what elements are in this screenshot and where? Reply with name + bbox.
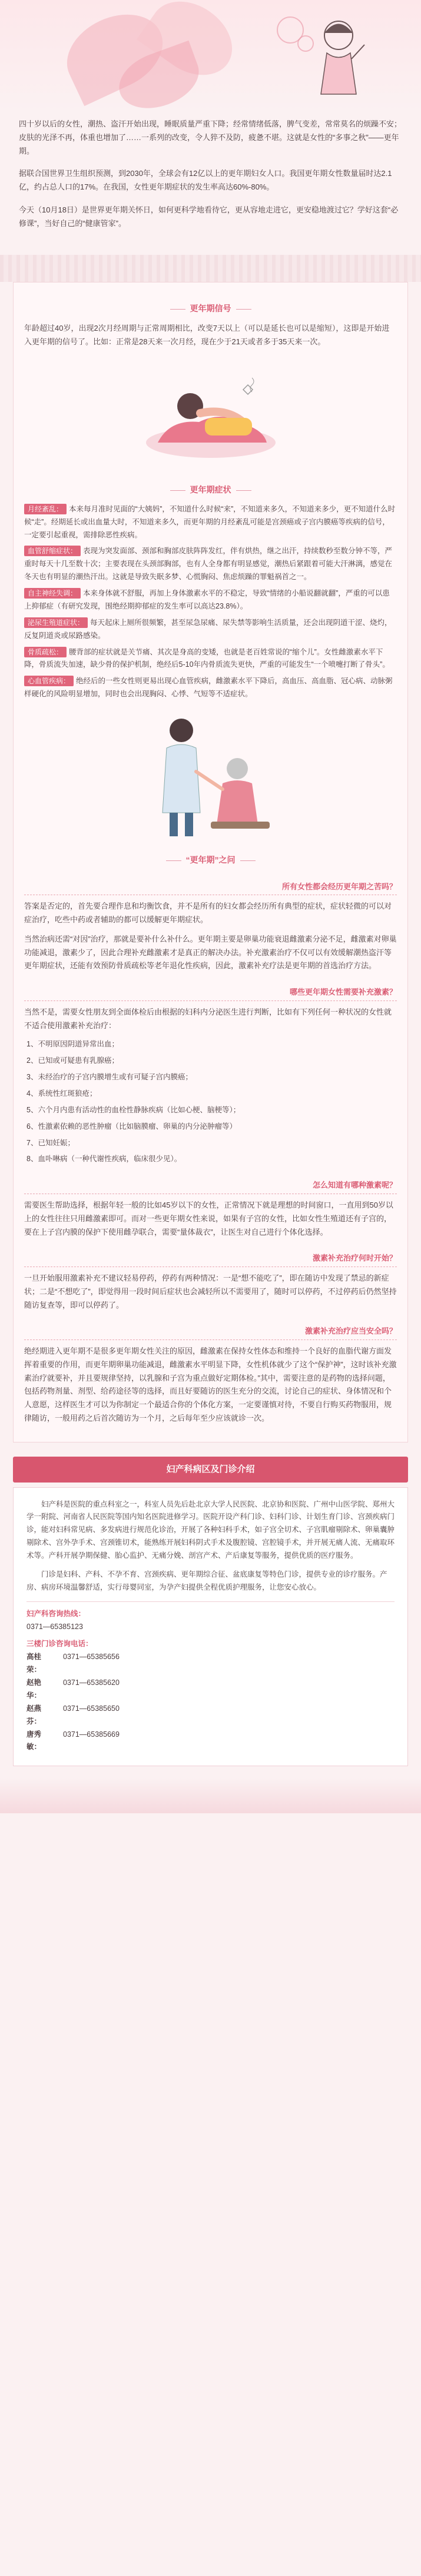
question-heading: 哪些更年期女性需要补充激素？ (24, 981, 397, 1001)
intro-paragraph-1: 四十岁以后的女性，潮热、盗汗开始出现，睡眠质量严重下降；经常情绪低落，脾气变差，常常莫名的烦躁不安；皮肤的光泽不再，体重也增加了……一系列的改变，令人猝不及防，疲惫不堪。这就是女性的“多事之秋”——更年期。 (19, 119, 402, 155)
list-item: 5、六个月内患有活动性的血栓性静脉疾病（比如心梗、脑梗等）； (26, 1105, 241, 1114)
list-item: 1、不明原因阴道异常出血； (26, 1040, 119, 1049)
symptom-item (24, 675, 397, 701)
symptom-text: 每天起床上厕所很频繁，甚至尿急尿痛、尿失禁等影响生活质量，还会出现阴道干涩、烧灼，反复阴道炎或尿路感染。 (24, 618, 392, 640)
list-item: 3、未经治疗的子宫内膜增生或有可疑子宫内膜癌； (26, 1073, 193, 1081)
symptom-tag: 骨质疏松： (24, 647, 67, 657)
list-item: 4、系统性红斑狼疮； (26, 1089, 97, 1098)
symptom-tag: 血管舒缩症状： (24, 546, 81, 556)
phone-row (26, 1677, 395, 1703)
hotline-label: 妇产科咨询热线： (26, 1609, 86, 1618)
signal-title: 更年期信号 (24, 301, 397, 316)
footer-decoration (0, 1778, 421, 1813)
contact-name: 赵艳华： (26, 1678, 42, 1700)
doctor-patient-illustration (134, 707, 287, 842)
list-item: 2、已知或可疑患有乳腺癌； (26, 1056, 119, 1065)
department-paragraph: 门诊是妇科、产科、不孕不育、宫颈疾病、更年期综合征、盆底康复等特色门诊，提供专业的诊疗服务。产房、病房环境温馨舒适，实行母婴同室，为孕产妇提供全程优质护理服务，让您安心放心。 (26, 1570, 387, 1591)
department-section (13, 1457, 408, 1767)
question-heading: 激素补充治疗何时开始？ (24, 1247, 397, 1267)
symptoms-card (13, 282, 408, 1442)
symptom-item (24, 617, 397, 643)
clinic-phone-label: 三楼门诊咨询电话： (26, 1640, 93, 1648)
department-card (13, 1487, 408, 1767)
contact-name: 高桂荣： (26, 1653, 42, 1674)
symptom-text: 表现为突发面部、颈部和胸部皮肤阵阵发红，伴有烘热，继之出汗，持续数秒至数分钟不等，严重时每天十几至数十次；主要表现在头颈部胸部，也有人全身都有明显感觉，潮热后紧跟着可能大汗淋漓，感觉在冬天也有明显的潮热汗出。这就是导致失眠多梦、心慌胸闷、焦虑烦躁的罪魁祸首之一。 (24, 547, 393, 581)
signal-text: 年龄超过40岁，出现2次月经周期与正常周期相比，改变7天以上（可以是延长也可以是缩短），这即是开始进入更年期的信号了。比如：正常是28天来一次月经，现在少于21天或者多于35天来一次。 (24, 323, 390, 346)
department-banner: 妇产科病区及门诊介绍 (13, 1457, 408, 1483)
contraindication-list (24, 1038, 397, 1166)
woman-illustration (303, 12, 374, 100)
symptom-item (24, 545, 397, 584)
symptom-item (24, 503, 397, 542)
phone-row (26, 1729, 395, 1754)
symptom-text: 本来身体就不舒服，再加上身体激素水平的不稳定，导致“情绪的小船说翻就翻”，严重的可以患上抑郁症（有研究发现，围绝经期抑郁症的发生率可以高达23.8%）。 (24, 589, 390, 610)
contact-number[interactable]: 0371—65385656 (63, 1653, 120, 1661)
symptom-tag: 月经紊乱： (24, 504, 67, 514)
intro-paragraph-3: 今天（10月18日）是世界更年期关怀日，如何更科学地看待它，更从容地走进它，更安稳地渡过它？学好这套“必修课”，当好自己的“健康管家”。 (19, 205, 399, 228)
symptom-item (24, 646, 397, 672)
question-heading: 激素补充治疗应当安全吗？ (24, 1320, 397, 1340)
question-heading: 所有女性都会经历更年期之苦吗？ (24, 876, 397, 896)
answer-paragraph: 绝经期进入更年期不是很多更年期女性关注的原因，雌激素在保持女性体态和维持一个良好的血脂代谢方面发挥着重要的作用，而更年期卵巢功能减退，雌激素水平明显下降，女性机体就少了这个“保护神”，这时该补充激素治疗就要补，并且要规律坚持，以乳腺和子宫为重点做好定期体检。”其中，需要注意的是药物的选择问题，包括药物剂量、剂型、给药途径等的选择，而且好要随访的医生充分的交流，讨论自己的症状、身体情况和个人意愿，这样医生才可以为你制定一个最适合你的个体化方案，一定要谨慎对待，不要自行购买药物服用，规律随访，一般用药之后首次随访为一个月，之后每年至少应该就诊一次。 (24, 1347, 397, 1422)
list-item: 6、性激素依赖的恶性肿瘤（比如脑膜瘤、卵巢的内分泌肿瘤等） (26, 1122, 237, 1131)
answer-paragraph: 一旦开始服用激素补充不建议轻易停药，停药有两种情况：一是“想不能吃了”，即在随访中发现了禁忌的新症状；二是“不想吃了”，即觉得用一段时间后症状也会减轻所以不需要用了，随时可以停药，不过停药后仍然坚持随访复查等，即可以停药了。 (24, 1274, 397, 1309)
question-heading: 怎么知道有哪种激素呢？ (24, 1174, 397, 1194)
department-paragraph: 妇产科是医院的重点科室之一，科室人员先后赴北京大学人民医院、北京协和医院、广州中山医学院、郑州大学一附院、河南省人民医院等国内知名医院进修学习。医院开设产科门诊、妇科门诊、计划生育门诊、宫颈疾病门诊，能对妇科常见病、多发病进行规范化诊治，开展了各种妇科手术，如子宫全切术、子宫肌瘤剔除术、卵巢囊肿剔除术、宫外孕手术、宫颈锥切术，能熟练开展妇科阴式手术及腹腔镜、宫腔镜手术，并开展无痛人流、无痛取环术等。产科开展孕期保健、胎心监护、无痛分娩、剖宫产术、产后康复等服务，提供优质的医疗服务。 (26, 1500, 395, 1560)
list-item: 8、血卟啉病（一种代谢性疾病，临床很少见）。 (26, 1155, 182, 1164)
answer-paragraph: 需要医生帮助选择，根据年轻一般的比如45岁以下的女性，正常情况下就是理想的时间窗口，一直用到50岁以上的女性往往只用雌激素即可。而对一些更年期女性来说，如果有子宫的女性，比如女性生殖道还有子宫的，要在上子宫内膜的保护下使用雌孕联合，需要“量体裁衣”，让医生对自己进行个体化选择。 (24, 1201, 393, 1237)
symptom-tag: 心血管疾病： (24, 676, 74, 686)
contact-number[interactable]: 0371—65385650 (63, 1704, 120, 1713)
symptom-text: 本来每月准时见面的“大姨妈”，不知道什么时候“来”，不知道来多久，不知道来多少，更不知道什么时候“走”。经期延长或出血量大时，不知道来多久，而更年期的月经紊乱可能是宫颈癌或子宫内膜癌等疾病的信号，一定要引起重视，需排除恶性疾病。 (24, 504, 396, 539)
symptom-tag: 自主神经失调： (24, 588, 81, 599)
symptom-text: 腰背部的症状就是关节痛、其次是身高的变矮，也就是老百姓常说的“缩个儿”。女性雌激素水平下降，骨质流失加速，缺少骨的保护机制，绝经后5-10年内骨质流失更快，严重的可能发生“一个喷嚏打断了骨头”。 (24, 647, 390, 669)
contact-number[interactable]: 0371—65385620 (63, 1678, 120, 1687)
answer-paragraph: 当然治病还需“对因”治疗，那就是要补什么补什么。更年期主要是卵巢功能衰退雌激素分泌不足，雌激素对卵巢功能减退，激素少了，因此合理补充雌激素才是真正的解决办法。补充激素治疗不仅可以有效缓解潮热盗汗等更年期症状，还能有效预防骨质疏松等老年退化性疾病，因此，激素补充疗法是更年期的首选治疗方法。 (24, 934, 397, 970)
intro-paragraph-2: 据联合国世界卫生组织预测，到2030年，全球会有12亿以上的更年期妇女人口。我国更年期女性数量届时达2.1亿，约占总人口的17%。在我国，女性更年期症状的发生率高达60%-80%。 (19, 169, 392, 191)
symptom-item (24, 587, 397, 613)
phone-row (26, 1703, 395, 1729)
intro-section (0, 112, 421, 255)
symptoms-title: 更年期症状 (24, 483, 397, 497)
contact-block (26, 1601, 395, 1754)
contact-name: 赵燕芬： (26, 1704, 42, 1726)
striped-divider (0, 255, 421, 282)
symptom-tag: 泌尿生殖道症状： (24, 617, 88, 628)
hero-banner (0, 0, 421, 112)
list-item: 7、已知妊娠； (26, 1138, 75, 1147)
answer-paragraph: 当然不是，需要女性朋友到全面体检后由根据的妇科内分泌医生进行判断，比如有下列任何一种状况的女性就不适合使用激素补充治疗： (24, 1007, 392, 1030)
contact-number[interactable]: 0371—65385669 (63, 1730, 120, 1739)
symptom-text: 绝经后的一些女性则更易出现心血管疾病，雌激素水平下降后，高血压、高血脂、冠心病、动脉粥样硬化的风险明显增加，同时也会出现胸闷、心悸、气短等不适症状。 (24, 677, 393, 699)
about-title: “更年期”之问 (24, 853, 397, 867)
phone-row (26, 1651, 395, 1677)
sleeping-woman-illustration (134, 354, 287, 472)
answer-paragraph: 答案是否定的，首先要合理作息和均衡饮食，并不是所有的妇女都会经历所有典型的症状，症状轻微的可以对症治疗，吃些中药或者辅助的都可以缓解更年期症状。 (24, 902, 392, 924)
hotline-number[interactable]: 0371—65385123 (26, 1622, 83, 1631)
contact-name: 唐秀敏： (26, 1730, 42, 1751)
